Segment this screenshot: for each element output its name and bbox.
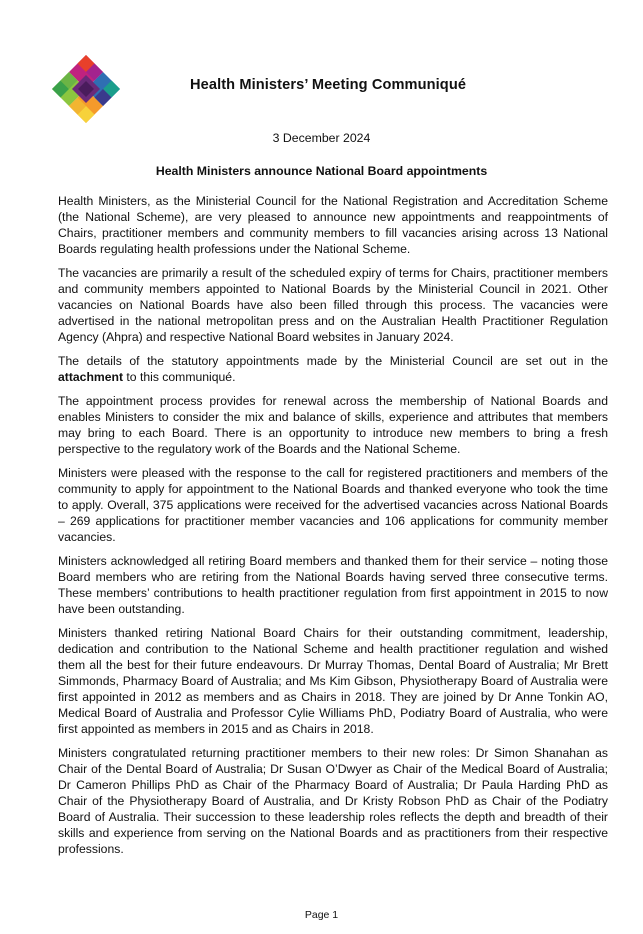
page-number: Page 1 bbox=[304, 909, 339, 921]
paragraph-text: to this communiqué. bbox=[123, 370, 236, 384]
paragraph: Ministers congratulated returning practitioner members to their new roles: Dr Simon Shanahan as Chair of the Dental Board of Australia; Dr Susan O’Dwyer as Chair of the Medical Board of Australia; Dr Cameron Phillips PhD as Chair of the Pharmacy Board of Australia; Dr Paula Harding PhD as Chair of the Physiotherapy Board of Australia, and Dr Kristy Robson PhD as Chair of the Podiatry Board of Australia. Their succession to these leadership roles reflects the depth and breadth of their skills and experience from serving on the National Boards and as practitioners from their respective professions. bbox=[58, 746, 608, 856]
paragraph: Ministers were pleased with the response to the call for registered practitioners and members of the community to apply for appointment to the National Boards and thanked everyone who took the time to apply. Overall, 375 applications were received for the advertised vacancies across National Boards – 269 applications for practitioner member vacancies and 106 applications for community member vacancies. bbox=[58, 466, 608, 544]
headline: Health Ministers announce National Board appointments bbox=[155, 164, 488, 178]
paragraph: The vacancies are primarily a result of the scheduled expiry of terms for Chairs, practitioner members and community members appointed to National Boards by the Ministerial Council in 2021. Other vacancies on National Boards have also been filled through this process. The vacancies were advertised in the national metropolitan press and on the Australian Health Practitioner Regulation Agency (Ahpra) and respective National Board websites in January 2024. bbox=[58, 266, 608, 344]
communique-body bbox=[58, 193, 608, 865]
paragraph: The appointment process provides for renewal across the membership of National Boards and enables Ministers to consider the mix and balance of skills, experience and attributes that members may bring to each Board. There is an opportunity to introduce new members to bring a fresh perspective to the regulatory work of the Boards and the National Scheme. bbox=[58, 394, 608, 456]
paragraph: Ministers thanked retiring National Board Chairs for their outstanding commitment, leadership, dedication and contribution to the National Scheme and health practitioner regulation and wished them all the best for their future endeavours. Dr Murray Thomas, Dental Board of Australia; Mr Brett Simmonds, Pharmacy Board of Australia; and Ms Kim Gibson, Physiotherapy Board of Australia were first appointed in 2012 as members and as Chairs in 2018. They are joined by Dr Anne Tonkin AO, Medical Board of Australia and Professor Cylie Williams PhD, Podiatry Board of Australia, who were first appointed as members in 2015 and as Chairs in 2018. bbox=[58, 626, 608, 736]
paragraph: Health Ministers, as the Ministerial Council for the National Registration and Accreditation Scheme (the National Scheme), are very pleased to announce new appointments and reappointments of Chairs, practitioner members and community members to fill vacancies arising across 13 National Boards regulating health professions under the National Scheme. bbox=[58, 194, 608, 256]
diamond-mosaic-logo-icon bbox=[52, 55, 120, 123]
paragraph bbox=[58, 353, 608, 385]
paragraph-text: The details of the statutory appointments made by the Ministerial Council are set out in the bbox=[58, 354, 608, 368]
attachment-link[interactable]: attachment bbox=[58, 370, 124, 384]
page-title: Health Ministers’ Meeting Communiqué bbox=[190, 77, 467, 93]
communique-date: 3 December 2024 bbox=[272, 131, 371, 145]
paragraph: Ministers acknowledged all retiring Board members and thanked them for their service – noting those Board members who are retiring from the National Boards having served three consecutive terms. These members’ contributions to health practitioner regulation from first appointment in 2015 to now have been outstanding. bbox=[58, 554, 608, 616]
